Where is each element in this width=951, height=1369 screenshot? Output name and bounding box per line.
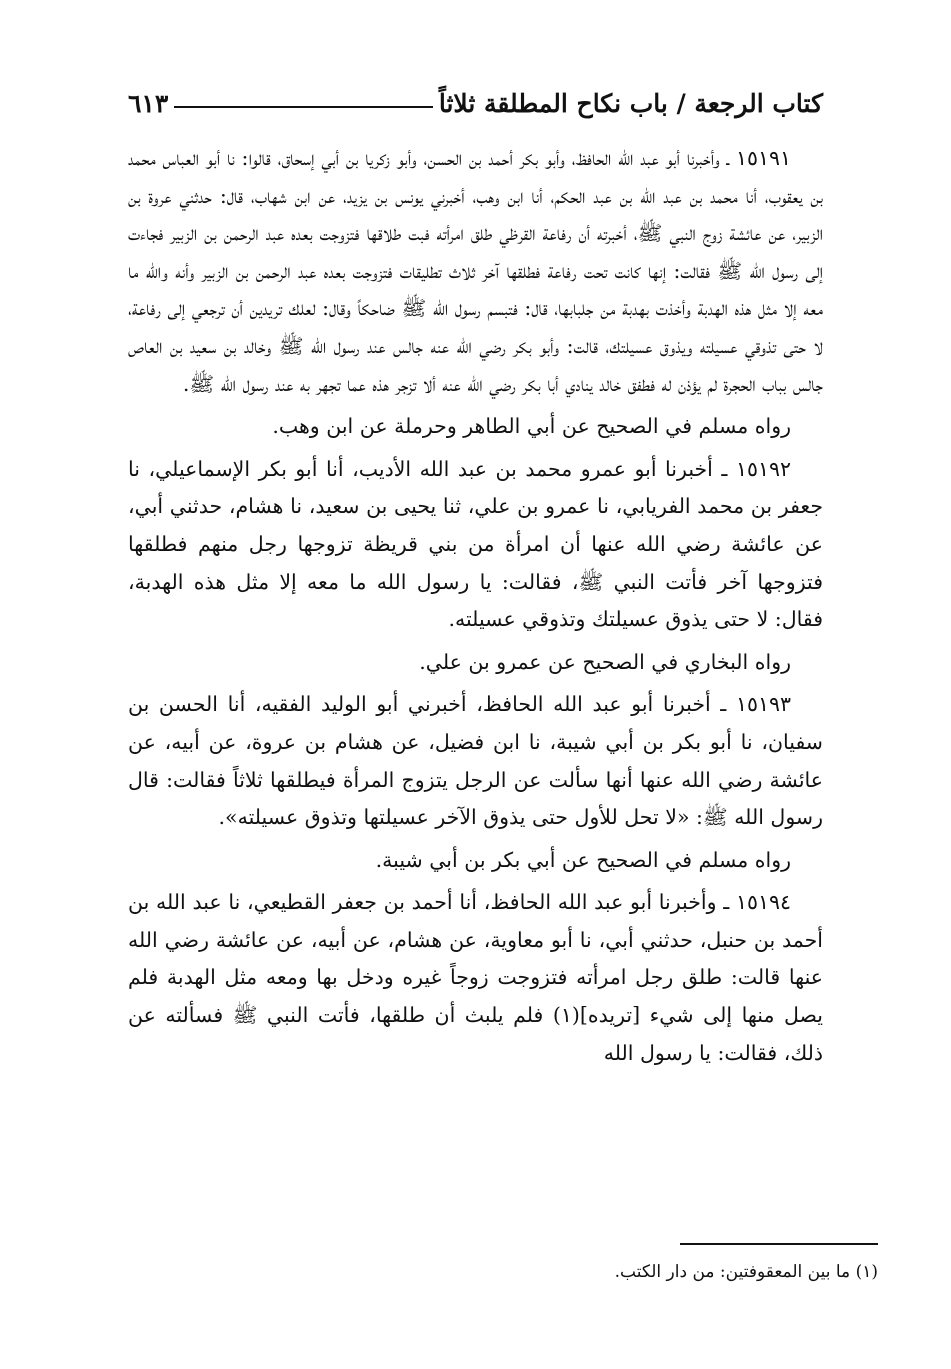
hadith-15194: ١٥١٩٤ ـ وأخبرنا أبو عبد الله الحافظ، أنا أحمد بن جعفر القطيعي، نا عبد الله بن أحمد بن حنبل، حدثني أبي، نا أبو معاوية، عن هشام، عن أبيه، عن عائشة رضي الله عنها قالت: طلق رجل امرأته فتزوجت زوجاً غيره ودخل بها ومعه مثل الهدبة فلم يصل منها إلى شيء [تريده](١) فلم يلبث أن طلقها، فأتت النبي ﷺ فسألته عن ذلك، فقالت: يا رسول الله [128,890,823,1065]
page-body [128,140,823,1072]
header-title: كتاب الرجعة / باب نكاح المطلقة ثلاثاً [438,89,823,118]
hadith-15192: ١٥١٩٢ ـ أخبرنا أبو عمرو محمد بن عبد الله الأديب، أنا أبو بكر الإسماعيلي، نا جعفر بن محمد الفريابي، نا عمرو بن علي، ثنا يحيى بن سعيد، نا هشام، حدثني أبي، عن عائشة رضي الله عنها أن امرأة من بني قريظة تزوجها رجل منهم فطلقها فتزوجها آخر فأتت النبي ﷺ، فقالت: يا رسول الله ما معه إلا مثل هذه الهدبة، فقال: لا حتى يذوق عسيلتك وتذوقي عسيلته. [128,456,823,632]
riwaya-line: رواه البخاري في الصحيح عن عمرو بن علي. [419,649,791,674]
riwaya-line: رواه مسلم في الصحيح عن أبي بكر بن أبي شيبة. [375,847,791,872]
footnote-separator [680,1243,878,1245]
footnote: (١) ما بين المعقوفتين: من دار الكتب. [614,1262,878,1282]
riwaya-line: رواه مسلم في الصحيح عن أبي الطاهر وحرملة عن ابن وهب. [272,414,791,439]
running-header [128,78,823,118]
hadith-15193: ١٥١٩٣ ـ أخبرنا أبو عبد الله الحافظ، أخبرني أبو الوليد الفقيه، أنا الحسن بن سفيان، نا أبو بكر بن أبي شيبة، نا ابن فضيل، عن هشام بن عروة، عن أبيه، عن عائشة رضي الله عنها أنها سألت عن الرجل يتزوج المرأة فيطلقها ثلاثاً فقالت: قال رسول الله ﷺ: «لا تحل للأول حتى يذوق الآخر عسيلتها وتذوق عسيلته». [128,692,823,830]
header-rule [174,106,433,108]
hadith-15191: ١٥١٩١ ـ وأخبرنا أبو عبد الله الحافظ، وأبو بكر أحمد بن الحسن، وأبو زكريا بن أبي إسحاق، قالوا: نا أبو العباس محمد بن يعقوب، أنا محمد بن عبد الله بن عبد الحكم، أنا ابن وهب، أخبرني يونس بن يزيد، عن ابن شهاب، قال: حدثني عروة بن الزبير، عن عائشة زوج النبي ﷺ، أخبرته أن رفاعة القرظي طلق امرأته فبت طلاقها فتزوجت بعده عبد الرحمن بن الزبير فجاءت إلى رسول الله ﷺ فقالت: إنها كانت تحت رفاعة فطلقها آخر ثلاث تطليقات فتزوجت بعده عبد الرحمن بن الزبير وأنه والله ما معه إلا مثل هذه الهدبة وأخذت بهدبة من جلبابها، قال: فتبسم رسول الله ﷺ ضاحكاً وقال: لعلك تريدين أن ترجعي إلى رفاعة، لا حتى تذوقي عسيلته ويذوق عسيلتك، قالت: وأبو بكر رضي الله عنه جالس عند رسول الله ﷺ وخالد بن سعيد بن العاص جالس بباب الحجرة لم يؤذن له فطفق خالد ينادي أبا بكر رضي الله عنه ألا تزجر هذه عما تجهر به عند رسول الله ﷺ. [128,146,823,396]
page-number: ٦١٣ [128,89,169,118]
